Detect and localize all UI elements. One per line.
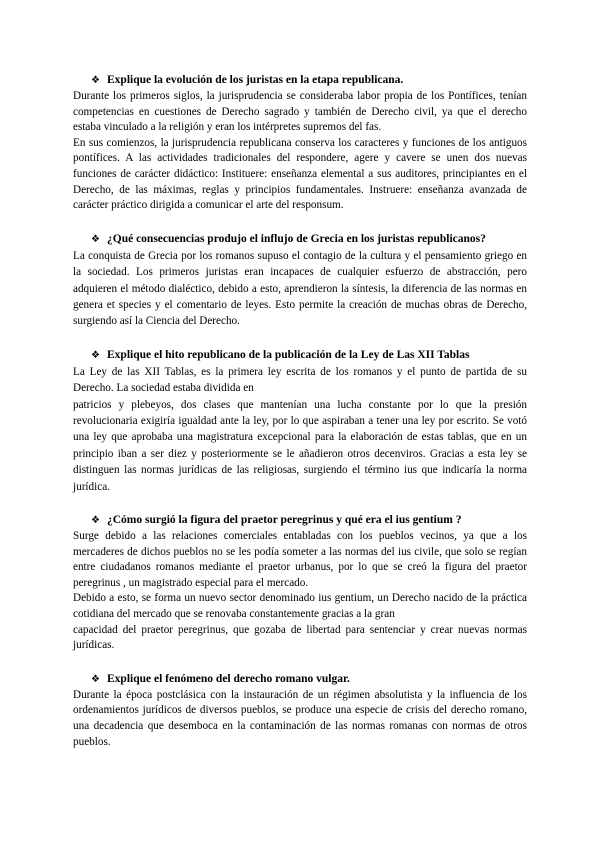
paragraph: patricios y plebeyos, dos clases que mantenían una lucha constante por lo que la presión revolucionaria exigiría igualdad ante la ley, por lo que aspiraban a tener una ley por escrito. Se votó una ley que aprobaba una magistratura excepcional para la elaboración de estas tablas, que en un principio iban a ser diez y posteriormente se le añadieron otros decenviros. Gracias a esta ley se distinguen las normas jurídicas de las religiosas, surgiendo el término ius que indicaría la norma jurídica. <box>73 398 527 493</box>
paragraph: En sus comienzos, la jurisprudencia republicana conserva los caracteres y funciones de los antiguos pontífices. A las actividades tradicionales del respondere, agere y cavere se unen dos nuevas funciones de carácter didáctico: Instituere: enseñanza elemental a sus auditores, principiantes en el Derecho, de las máximas, reglas y principios fundamentales. Instruere: enseñanza avanzada de carácter práctico dirigida a comunicar el arte del responsum. <box>73 136 527 212</box>
section-ley-xii-tablas <box>73 347 527 495</box>
diamond-bullet-icon: ❖ <box>91 349 100 361</box>
section-heading <box>73 512 527 529</box>
paragraph: Durante la época postclásica con la instauración de un régimen absolutista y la influencia de los ordenamientos jurídicos de diversos pueblos, se produce una especie de crisis del derecho romano, una decadencia que desemboca en la contaminación de las normas romanas con normas de otros pueblos. <box>73 688 527 748</box>
paragraph: Durante los primeros siglos, la jurisprudencia se consideraba labor propia de los Pontífices, tenían competencias en cuestiones de Derecho sagrado y también de Derecho civil, ya que el derecho estaba vinculado a la religión y eran los intérpretes supremos del fas. <box>73 90 527 134</box>
section-heading <box>73 72 527 89</box>
document-body <box>73 72 527 767</box>
section-heading-text: Explique la evolución de los juristas en la etapa republicana. <box>107 74 404 86</box>
section-heading <box>73 231 527 248</box>
paragraph: Surge debido a las relaciones comerciales entabladas con los pueblos vecinos, ya que a los mercaderes de dichos pueblos no se les podía someter a las normas del ius civile, que solo se regían entre ciudadanos romanos mediante el praetor urbanus, por lo que se creó la figura del praetor peregrinus , un magistrado especial para el mercado. <box>73 530 527 589</box>
section-heading-text: Explique el fenómeno del derecho romano vulgar. <box>107 672 350 685</box>
paragraph: La Ley de las XII Tablas, es la primera ley escrita de los romanos y el punto de partida de su Derecho. La sociedad estaba dividida en <box>73 365 527 395</box>
section-derecho-vulgar <box>73 671 527 750</box>
paragraph: capacidad del praetor peregrinus, que gozaba de libertad para sentenciar y crear nuevas normas jurídicas. <box>73 623 527 652</box>
section-heading-text: Explique el hito republicano de la publicación de la Ley de Las XII Tablas <box>107 348 470 361</box>
section-praetor-peregrinus <box>73 512 527 654</box>
section-influjo-grecia <box>73 231 527 330</box>
section-evolucion-juristas <box>73 72 527 214</box>
section-heading-text: ¿Qué consecuencias produjo el influjo de Grecia en los juristas republicanos? <box>107 232 486 245</box>
section-heading <box>73 671 527 688</box>
paragraph: Debido a esto, se forma un nuevo sector denominado ius gentium, un Derecho nacido de la práctica cotidiana del mercado que se renovaba constantemente gracias a la gran <box>73 592 527 620</box>
paragraph: La conquista de Grecia por los romanos supuso el contagio de la cultura y el pensamiento griego en la sociedad. Los primeros juristas eran incapaces de cualquier esfuerzo de abstracción, pero adquieren el método dialéctico, debido a esto, aprendieron la síntesis, la diferencia de las normas en genera et species y el comentario de leyes. Esto permite la creación de muchas obras de Derecho, surgiendo así la Ciencia del Derecho. <box>73 249 527 328</box>
diamond-bullet-icon: ❖ <box>91 233 100 245</box>
section-heading-text: ¿Cómo surgió la figura del praetor peregrinus y qué era el ius gentium ? <box>107 514 462 527</box>
diamond-bullet-icon: ❖ <box>91 515 100 527</box>
diamond-bullet-icon: ❖ <box>91 673 100 685</box>
diamond-bullet-icon: ❖ <box>91 75 100 86</box>
section-heading <box>73 347 527 364</box>
